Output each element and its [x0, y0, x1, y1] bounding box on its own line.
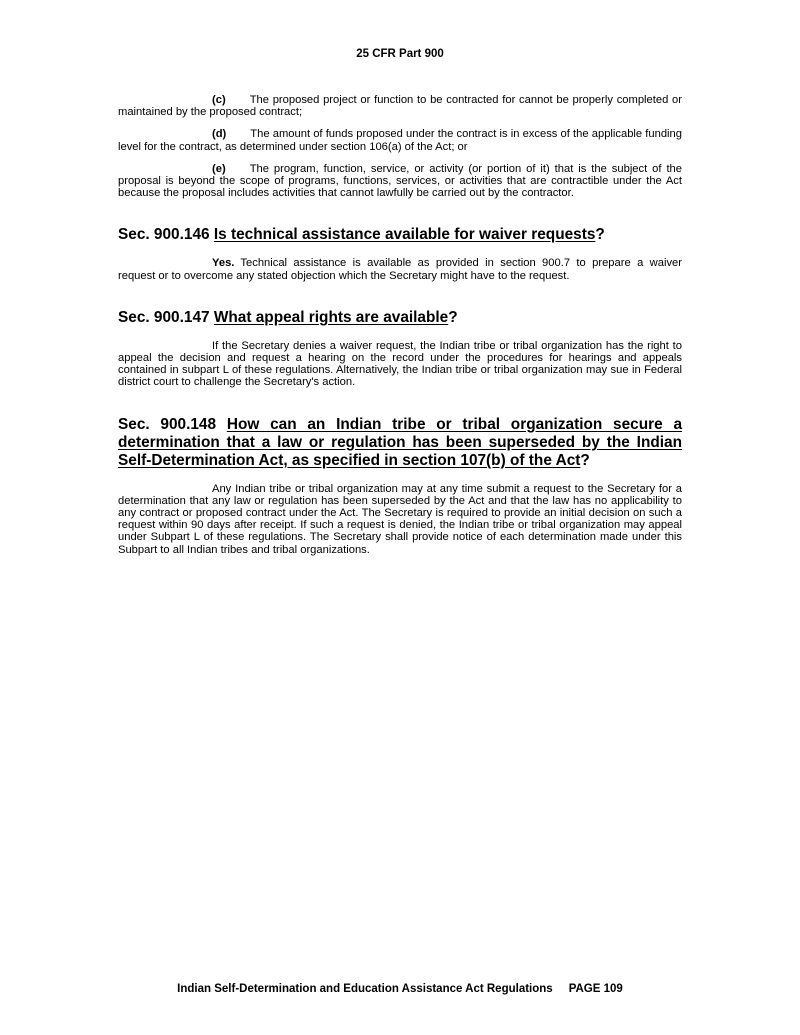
- page-number: PAGE 109: [568, 983, 623, 995]
- section-body-900-146: [118, 257, 682, 281]
- section-body-900-147: If the Secretary denies a waiver request, the Indian tribe or tribal organization has the right to appeal the decision and request a hearing on the record under the procedures for hearings and appeals contained in subpart L of these regulations. Alternatively, the Indian tribe or tribal organization may sue in Federal district court to challenge the Secretary's action.: [118, 339, 682, 389]
- item-text: The program, function, service, or activity (or portion of it) that is the subject of the proposal is beyond the scope of programs, functions, services, or activities that are contractible under the Act because the proposal includes activities that cannot lawfully be carried out by the contractor.: [118, 162, 682, 200]
- section-question: How can an Indian tribe or tribal organization secure a determination that a law or regulation has been superseded by the Indian Self-Determination Act, as specified in section 107(b) of the Act: [118, 415, 682, 469]
- section-number: Sec. 900.146: [118, 226, 210, 244]
- item-text: The amount of funds proposed under the contract is in excess of the applicable funding level for the contract, as determined under section 106(a) of the Act; or: [118, 128, 682, 153]
- item-label: (c): [212, 94, 226, 106]
- answer-lead: Yes.: [212, 257, 235, 270]
- document-body: [118, 94, 682, 566]
- section-question: What appeal rights are available: [213, 308, 449, 326]
- question-mark: ?: [595, 226, 605, 244]
- list-item-c: [118, 94, 682, 118]
- page-footer: [0, 983, 800, 995]
- section-question: Is technical assistance available for waiver requests: [213, 226, 596, 244]
- section-heading-900-147: [118, 309, 682, 327]
- item-label: (d): [212, 128, 227, 141]
- section-number: Sec. 900.147: [118, 308, 210, 326]
- question-mark: ?: [448, 308, 458, 326]
- item-text: The proposed project or function to be contracted for cannot be properly completed or maintained by the proposed contract;: [118, 94, 682, 119]
- answer-text: Technical assistance is available as provided in section 900.7 to prepare a waiver request or to overcome any stated objection which the Secretary might have to the request.: [118, 257, 682, 282]
- section-number: Sec. 900.148: [118, 415, 217, 433]
- item-label: (e): [212, 162, 226, 175]
- section-heading-900-146: [118, 226, 682, 244]
- page-header: 25 CFR Part 900: [356, 48, 444, 60]
- list-item-e: [118, 163, 682, 200]
- footer-title: Indian Self-Determination and Education Assistance Act Regulations: [177, 983, 553, 995]
- section-heading-900-148: [118, 416, 682, 470]
- section-body-900-148: Any Indian tribe or tribal organization may at any time submit a request to the Secretary for a determination that any law or regulation has been superseded by the Act and that the law has no applicability to any contract or proposed contract under the Act. The Secretary is required to provide an initial decision on such a request within 90 days after receipt. If such a request is denied, the Indian tribe or tribal organization may appeal under Subpart L of these regulations. The Secretary shall provide notice of each determination made under this Subpart to all Indian tribes and tribal organizations.: [118, 482, 682, 556]
- question-mark: ?: [580, 451, 590, 469]
- list-item-d: [118, 128, 682, 152]
